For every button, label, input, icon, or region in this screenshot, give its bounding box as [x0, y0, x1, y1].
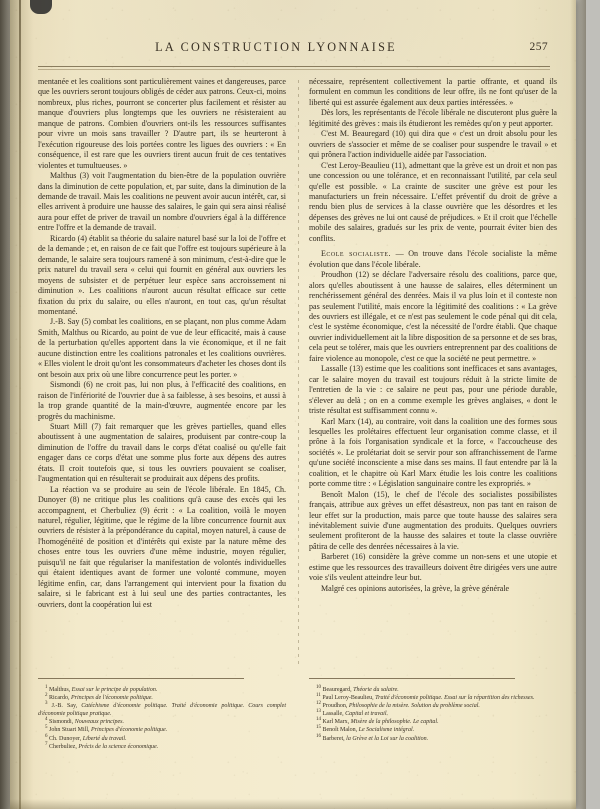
- footnote-marker: 3: [45, 701, 48, 707]
- footnote-item: [309, 718, 557, 726]
- paragraph: Malthus (3) voit l'augmentation du bien-être de la population ouvrière dans la diminution de cette population, et, par suite, dans la diminution de la demande de travail. Mais les coalitions ne peuvent avoir aucun intérêt, car, si elles arrivent à produire une hausse des salaires, le gain qui sera ainsi réalisé aura pour effet de priver de travail un nombre d'ouvriers égal à la différence entre l'offre et la demande de travail.: [38, 171, 286, 233]
- footnote-marker: 5: [45, 725, 48, 731]
- footnote-marker: 10: [316, 685, 321, 690]
- header-rule: [38, 66, 550, 67]
- paragraph: Barberet (16) considère la grève comme un non-sens et une utopie et estime que les ressources des travailleurs doivent être dirigées vers une autre voie s'ils veulent atteindre leur but.: [309, 552, 557, 583]
- paragraph: nécessaire, représentent collectivement la partie offrante, et quand ils formulent en commun les conditions de leur offre, ils ne font qu'user de la liberté qui est assurée également aux deux parties intéressées. »: [309, 77, 557, 107]
- footnote-item: [38, 694, 286, 702]
- paragraph: J.-B. Say (5) combat les coalitions, en se plaçant, non plus comme Adam Smith, Malthus ou Ricardo, au point de vue de leur efficacité, mais à cause de la perturbation qu'elles apportent dans la vie économique, et il ne fait aucune distinction entre les coalitions patronales et les coalitions ouvrières. « Elles violent le droit qu'ont les consommateurs d'acheter les choses dont ils ont besoin aux prix où une libre concurrence peut les porter. »: [38, 317, 286, 379]
- footnote-title: Théorie du salaire.: [353, 687, 399, 693]
- footnote-item: [38, 743, 286, 751]
- footnote-marker: 16: [316, 733, 321, 739]
- running-head-title: LA CONSTRUCTION LYONNAISE: [155, 40, 397, 54]
- footnote-author: Paul Leroy-Beaulieu,: [322, 695, 374, 702]
- footnote-item: [38, 702, 286, 718]
- section-heading: Ecole socialiste.: [321, 249, 392, 259]
- footnote-marker: 6: [45, 733, 48, 739]
- page-number: 257: [529, 41, 548, 53]
- section-heading-paragraph: [309, 249, 557, 270]
- page-bottom-edge-shadow: [10, 799, 576, 809]
- footnotes-right: [309, 686, 557, 743]
- paragraph: Stuart Mill (7) fait remarquer que les grèves partielles, quand elles aboutissent à une augmentation de salaires, produisent par contre-coup la diminution de l'offre du travail dans le corps d'état coalisé ou qu'elle fait engager dans ce corps d'état une somme plus forte aux dépens des autres états. Il croit toutefois que, si tous les ouvriers pouvaient se coaliser, l'augmentation qui en résulterait se produirait aux dépens des profits.: [38, 421, 286, 484]
- footnote-marker: 11: [316, 693, 321, 699]
- footnote-title: Liberté du travail.: [82, 735, 127, 742]
- footnote-author: Beauregard,: [322, 687, 352, 693]
- footnote-item: [309, 735, 557, 743]
- right-text-column: [309, 77, 557, 594]
- footnote-title: Philosophie de la misère. Solution du problème social.: [348, 703, 480, 710]
- footnote-item: [38, 686, 286, 694]
- footnote-title: Misère de la philosophie. Le capital.: [350, 719, 439, 726]
- book-page: [10, 0, 576, 809]
- footnote-author: Cherbuliez,: [49, 743, 77, 750]
- footnote-author: Sismondi,: [49, 719, 74, 726]
- footnote-item: [309, 726, 557, 734]
- paragraph: Ricardo (4) établit sa théorie du salaire naturel basé sur la loi de l'offre et de la demande ; et, en raison de ce fait que l'offre est toujours supérieure à la demande, le salaire sera toujours ramené à son minimum, c'est-à-dire que le prix naturel du travail sera « celui qui fournit en général aux ouvriers les moyens de subsister et de perpétuer leur espèce sans accroissement ni diminution ». Les coalitions n'auront aucun résultat efficace sur cette fixation du prix du salaire, ou elles n'auront, en tout cas, qu'un résultat momentané.: [38, 233, 286, 316]
- footnote-author: J.-B. Say,: [51, 703, 78, 710]
- footnote-title: Principes de l'économie politique.: [71, 695, 153, 702]
- footnote-rule-right: [309, 678, 515, 679]
- footnote-title: Principes d'économie politique.: [91, 727, 168, 734]
- footnote-title: Catéchisme d'économie politique. Traité d'économie politique. Cours complet d'économie politique pratique.: [38, 703, 287, 718]
- footnote-marker: 4: [45, 717, 48, 723]
- footnote-item: [309, 702, 557, 710]
- footnote-marker: 14: [316, 717, 321, 723]
- paragraph: Dès lors, les représentants de l'école libérale ne discuteront plus guère la légitimité des grèves : mais ils étudieront les remèdes qu'on y peut apporter.: [309, 108, 557, 128]
- footnote-title: Capital et travail.: [345, 711, 389, 718]
- footnote-author: John Stuart Mill,: [49, 727, 90, 734]
- footnote-title: la Grève et la Loi sur la coalition.: [346, 735, 429, 742]
- footnote-marker: 7: [45, 741, 48, 747]
- paragraph: C'est M. Beauregard (10) qui dira que « c'est un droit absolu pour les ouvriers de s'associer et même de se coaliser pour suspendre le travail » et qui prônera l'action individuelle aidée par l'association.: [309, 129, 557, 160]
- paragraph: Lassalle (13) estime que les coalitions sont inefficaces et sans avantages, car le salaire moyen du travail est toujours réduit à la stricte limite de l'entretien de la vie : ce salaire ne peut pas, pour une période durable, s'élever au delà ; on en a comme exemple les grèves anglaises, « dont le triste résultat est suffisamment connu ».: [309, 364, 557, 416]
- footnote-title: Traité d'économie politique. Essai sur la répartition des richesses.: [375, 695, 535, 702]
- footnote-item: [309, 694, 557, 702]
- paragraph: mentanée et les coalitions sont particulièrement vaines et dangereuses, parce que les ouvriers seront toujours obligés de céder aux patrons. Ceux-ci, moins nombreux, plus riches, pourront se concerter plus facilement et résister au manque d'ouvriers plus longtemps que les ouvriers ne résisteraient au manque de patrons. Combien d'ouvriers ont-ils les ressources suffisantes pour vivre un mois sans travailler ? D'autre part, ils se heurteront à l'exécution rigoureuse des lois portées contre les ligues des ouvriers : « En conséquence, il est rare que les ouvriers tirent aucun fruit de ces tentatives violentes et tumultueuses. »: [38, 77, 286, 170]
- footnote-author: Barberet,: [322, 735, 345, 742]
- footnote-title: Le Socialisme intégral.: [358, 727, 415, 734]
- footnote-author: Proudhon,: [322, 703, 348, 710]
- left-text-column: [38, 77, 286, 610]
- footnote-title: Essai sur le principe de population.: [71, 687, 158, 693]
- footnote-title: Précis de la science économique.: [78, 743, 159, 750]
- paragraph: Proudhon (12) se déclare l'adversaire résolu des coalitions, parce que, alors qu'elles aboutissent à une hausse de salaires, elles déterminent un renchérissement général des denrées. Mais il va plus loin et il conteste non pas seulement l'utilité, mais encore la légitimité des coalitions : « La grève des ouvriers est illégale, et ce n'est pas seulement le code pénal qui dit cela, c'est le système économique, c'est la nécessité de l'ordre établi. Que chaque ouvrier individuellement ait la libre disposition de sa personne et de ses bras, cela peut se tolérer, mais que les ouvriers entreprennent par des coalitions de faire violence au monopole, c'est ce que la société ne peut permettre. »: [309, 270, 557, 363]
- footnote-author: Karl Marx,: [322, 719, 350, 726]
- footnote-item: [309, 710, 557, 718]
- paragraph: Malgré ces opinions autorisées, la grève, la grève générale: [321, 583, 510, 593]
- footnote-title: Nouveaux principes.: [74, 719, 125, 726]
- paragraph: C'est Leroy-Beaulieu (11), admettant que la grève est un droit et non pas une concession ou une tolérance, et en reconnaissant l'utilité, par cela seul qu'elle est possible. « La crainte de susciter une grève est pour les manufacturiers un frein nécessaire. L'effet préventif du droit de grève a rendu bien plus de services à la classe ouvrière que les désordres et les dépenses des grèves ne lui ont causé de préjudices. » Et il croit que l'échelle mobile des salaires, gradués sur les prix de vente, pourrait éviter bien des conflits.: [309, 160, 557, 243]
- footnote-author: Ricardo,: [49, 695, 70, 702]
- header-rule-secondary: [38, 69, 550, 70]
- footnotes-left: [38, 686, 286, 751]
- paragraph: Karl Marx (14), au contraire, voit dans la coalition une des formes sous lesquelles les prolétaires effectuent leur organisation comme classe, et il prône à la fois l'organisation syndicale et la force, « l'accoucheuse des sociétés ». Le prolétariat doit se servir pour son affranchissement de l'arme qu'une société inconsciente a mise dans ses mains. Il faut entendre par là la coalition, et le chapitre où Karl Marx étudie les lois contre les coalitions porte comme titre : « Législation sanguinaire contre les expropriés. »: [309, 416, 557, 489]
- footnote-marker: 12: [316, 701, 321, 707]
- running-head: [38, 40, 548, 62]
- footnote-marker: 2: [45, 693, 48, 699]
- footnote-marker: 15: [316, 725, 321, 731]
- footnote-marker: 13: [316, 709, 321, 715]
- paragraph: La réaction va se produire au sein de l'école libérale. En 1845, Ch. Dunoyer (8) ne critique plus les coalitions qu'à cause des excès qui les accompagnent, et Cherbuliez (9) écrit : « La coalition, voilà le moyen naturel, régulier, légitime, que le régime de la libre concurrence fournit aux ouvriers de résister à la prépondérance du capital, moyen naturel, à cause de l'homogénéité de position et d'intérêts qui existe par la nature même des choses entre tous les ouvriers d'une même industrie, moyen régulier, puisqu'il ne fait que régulariser la manifestation de volontés individuelles qui étaient identiques avant de former une volonté commune, moyen légitime enfin, car, dans l'arrangement qui intervient pour la fixation du salaire, si le fabricant est à lui seul une des parties contractantes, les ouvriers, dont la coopération lui est: [38, 484, 286, 609]
- footnote-author: Lassalle,: [322, 711, 344, 718]
- footnote-item: [38, 718, 286, 726]
- footnote-author: Malthus,: [49, 687, 71, 693]
- paragraph: Benoît Malon (15), le chef de l'école des socialistes possibilistes français, attribue aux grèves un effet désastreux, non pas tant en raison de leur effet sur la production, mais parce que toute hausse des salaires sera inévitablement suivie d'une augmentation des produits. Quelques ouvriers seulement profiteront de la hausse des salaires et toute la classe ouvrière pâtira de celle des denrées nécessaires à la vie.: [309, 489, 557, 551]
- footnote-marker: 1: [45, 685, 48, 690]
- footnote-item: [309, 686, 557, 694]
- footnote-item: [38, 726, 286, 734]
- column-divider: [298, 80, 299, 668]
- section-heading-text: — On trouve dans l'école socialiste la même évolution que dans l'école libérale.: [309, 249, 557, 269]
- footnote-item: [38, 735, 286, 743]
- paragraph: Sismondi (6) ne croit pas, lui non plus, à l'efficacité des coalitions, en raison de l'infériorité de l'ouvrier due à sa faiblesse, à ses besoins, et aussi à la trop grande quantité de la main-d'œuvre, augmentée encore par les progrès du machinisme.: [38, 380, 286, 421]
- footnote-rule-left: [38, 678, 244, 679]
- footnote-author: Ch. Dunoyer,: [49, 735, 82, 742]
- footnote-author: Benoît Malon,: [322, 727, 358, 734]
